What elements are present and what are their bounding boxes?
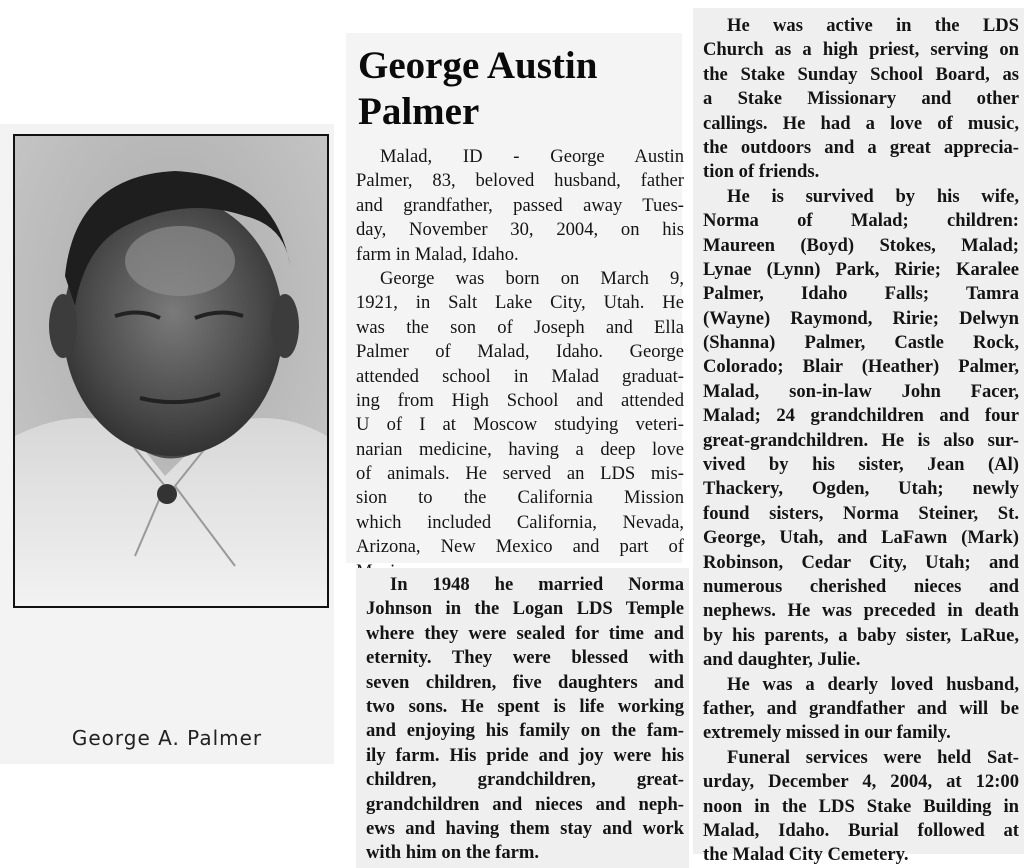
obituary-column-2-top [346, 33, 682, 563]
text-line: a Stake Missionary and other [703, 88, 1019, 110]
photo-caption: George A. Palmer [71, 726, 263, 750]
text-line: children, grandchildren, great- [366, 769, 684, 791]
text-line: ews and having them stay and work [366, 817, 684, 839]
text-line: father, and grandfather and will be [703, 697, 1019, 719]
text-line: sion to the California Mission [356, 487, 684, 509]
text-line: the Stake Sunday School Board, as [703, 63, 1019, 85]
text-line: George was born on March 9, [380, 267, 684, 289]
text-line: farm in Malad, Idaho. [356, 243, 519, 265]
text-line: Malad, son-in-law John Facer, [703, 380, 1019, 402]
text-line: 1921, in Salt Lake City, Utah. He [356, 292, 684, 314]
text-line: where they were sealed for time and [366, 622, 684, 644]
text-line: Arizona, New Mexico and part of [356, 536, 684, 558]
text-line: Palmer, Idaho Falls; Tamra [703, 283, 1019, 305]
text-line: noon in the LDS Stake Building in [703, 795, 1019, 817]
text-line: Church as a high priest, serving on [703, 39, 1019, 61]
text-line: Norma of Malad; children: [703, 210, 1019, 232]
headline-line-1: George Austin [358, 44, 598, 87]
photo-clipping [0, 124, 334, 764]
text-line: eternity. They were blessed with [366, 647, 684, 669]
text-line: and enjoying his family on the fam- [366, 720, 684, 742]
text-line: day, November 30, 2004, on his [356, 219, 684, 241]
text-line: Malad, ID - George Austin [380, 146, 684, 167]
obituary-headline [358, 43, 597, 135]
obituary-column-2-bottom [356, 568, 689, 868]
text-line: with him on the farm. [366, 842, 540, 864]
text-line: nephews. He was preceded in death [703, 600, 1019, 622]
text-line: He was a dearly loved husband, [727, 673, 1019, 695]
text-line: which included California, Nevada, [356, 511, 684, 533]
text-line: and daughter, Julie. [703, 649, 861, 671]
text-line: tion of friends. [703, 161, 820, 183]
text-line: Maureen (Boyd) Stokes, Malad; [703, 234, 1019, 256]
text-line: was the son of Joseph and Ella [356, 316, 684, 338]
text-line: the outdoors and a great apprecia- [703, 136, 1019, 158]
obituary-column-3 [693, 8, 1024, 866]
text-line: George, Utah, and LaFawn (Mark) [703, 527, 1019, 549]
text-line: of animals. He served an LDS mis- [356, 463, 684, 485]
text-line: Lynae (Lynn) Park, Ririe; Karalee [703, 258, 1019, 280]
text-line: vived by his sister, Jean (Al) [703, 454, 1019, 476]
portrait-photo-icon [15, 136, 327, 606]
obituary-body-text [356, 145, 684, 584]
text-line: Robinson, Cedar City, Utah; and [703, 551, 1019, 573]
text-line: two sons. He spent is life working [366, 695, 684, 717]
text-line: Malad, Idaho. Burial followed at [703, 819, 1019, 841]
text-line: found sisters, Norma Steiner, St. [703, 502, 1019, 524]
text-line: U of I at Moscow studying veteri- [356, 414, 684, 436]
text-line: numerous cherished nieces and [703, 575, 1019, 597]
text-line: In 1948 he married Norma [390, 574, 684, 595]
text-line: Palmer of Malad, Idaho. George [356, 341, 684, 363]
text-line: He was active in the LDS [727, 15, 1019, 36]
text-line: Malad; 24 grandchildren and four [703, 405, 1019, 427]
text-line: and grandfather, passed away Tues- [356, 194, 684, 216]
text-line: ing from High School and attended [356, 389, 684, 411]
text-line: urday, December 4, 2004, at 12:00 [703, 771, 1019, 793]
text-line: (Shanna) Palmer, Castle Rock, [703, 332, 1019, 354]
text-line: Palmer, 83, beloved husband, father [356, 170, 684, 192]
text-line: extremely missed in our family. [703, 722, 951, 744]
headline-line-2: Palmer [358, 90, 480, 133]
text-line: great-grandchildren. He is also sur- [703, 429, 1019, 451]
text-line: Colorado; Blair (Heather) Palmer, [703, 356, 1019, 378]
text-line: grandchildren and nieces and neph- [366, 793, 684, 815]
text-line: attended school in Malad graduat- [356, 365, 684, 387]
marriage-paragraph [366, 573, 684, 866]
text-line: by his parents, a baby sister, LaRue, [703, 624, 1019, 646]
text-line: Funeral services were held Sat- [727, 746, 1019, 768]
text-line: narian medicine, having a deep love [356, 438, 684, 460]
text-line: the Malad City Cemetery. [703, 844, 909, 866]
portrait-photo [13, 134, 329, 608]
text-line: Johnson in the Logan LDS Temple [366, 598, 684, 620]
text-line: seven children, five daughters and [366, 671, 684, 693]
text-line: He is survived by his wife, [727, 185, 1019, 207]
survivors-and-services-text [703, 14, 1019, 868]
text-line: Thackery, Ogden, Utah; newly [703, 478, 1019, 500]
text-line: (Wayne) Raymond, Ririe; Delwyn [703, 307, 1019, 329]
text-line: ily farm. His pride and joy were his [366, 744, 684, 766]
text-line: callings. He had a love of music, [703, 112, 1019, 134]
